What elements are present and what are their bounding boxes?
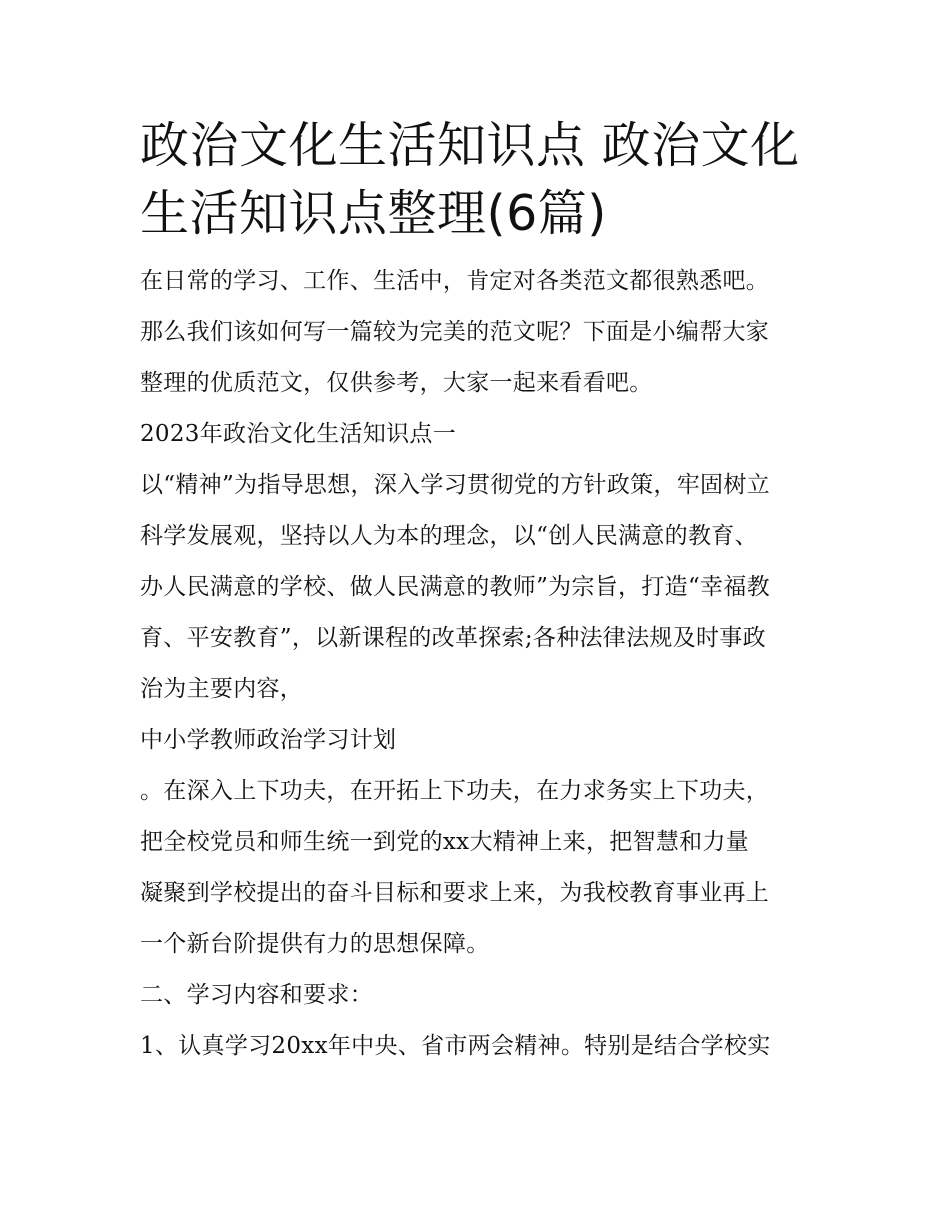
text-line: 育、平安教育”，以新课程的改革探索;各种法律法规及时事政 — [140, 625, 766, 651]
title-line-1: 政治文化生活知识点 政治文化 — [140, 117, 800, 174]
text-line: 二、学习内容和要求： — [140, 982, 373, 1008]
text-line: 把全校党员和师生统一到党的xx大精神上来，把智慧和力量 — [140, 829, 750, 855]
text-line: 1、认真学习20xx年中央、省市两会精神。特别是结合学校实 — [140, 1033, 771, 1059]
paragraph-guiding-thought — [140, 460, 820, 715]
text-line: 那么我们该如何写一篇较为完美的范文呢？下面是小编帮大家 — [140, 319, 770, 345]
section-heading-1 — [140, 409, 820, 460]
text-line: 2023年政治文化生活知识点一 — [140, 421, 457, 447]
paragraph-intro — [140, 256, 820, 409]
title-line-2: 生活知识点整理(6篇) — [140, 185, 607, 242]
text-line: 办人民满意的学校、做人民满意的教师”为宗旨，打造“幸福教 — [140, 574, 770, 600]
text-line: 以“精神”为指导思想，深入学习贯彻党的方针政策，牢固树立 — [140, 472, 770, 498]
text-line: 中小学教师政治学习计划 — [140, 727, 397, 753]
paragraph-goals — [140, 766, 820, 970]
text-line: 一个新台阶提供有力的思想保障。 — [140, 931, 490, 957]
document-body — [140, 112, 820, 1072]
subheading-content-requirements — [140, 970, 820, 1021]
document-title — [140, 112, 820, 248]
text-line: 治为主要内容， — [140, 676, 304, 702]
text-line: 在日常的学习、工作、生活中，肯定对各类范文都很熟悉吧。 — [140, 268, 770, 294]
text-line: 整理的优质范文，仅供参考，大家一起来看看吧。 — [140, 370, 653, 396]
text-line: 凝聚到学校提出的奋斗目标和要求上来，为我校教育事业再上 — [140, 880, 770, 906]
list-item-1 — [140, 1021, 820, 1072]
text-line: 。在深入上下功夫，在开拓上下功夫，在力求务实上下功夫， — [140, 778, 770, 804]
subheading-study-plan — [140, 715, 820, 766]
text-line: 科学发展观，坚持以人为本的理念，以“创人民满意的教育、 — [140, 523, 758, 549]
